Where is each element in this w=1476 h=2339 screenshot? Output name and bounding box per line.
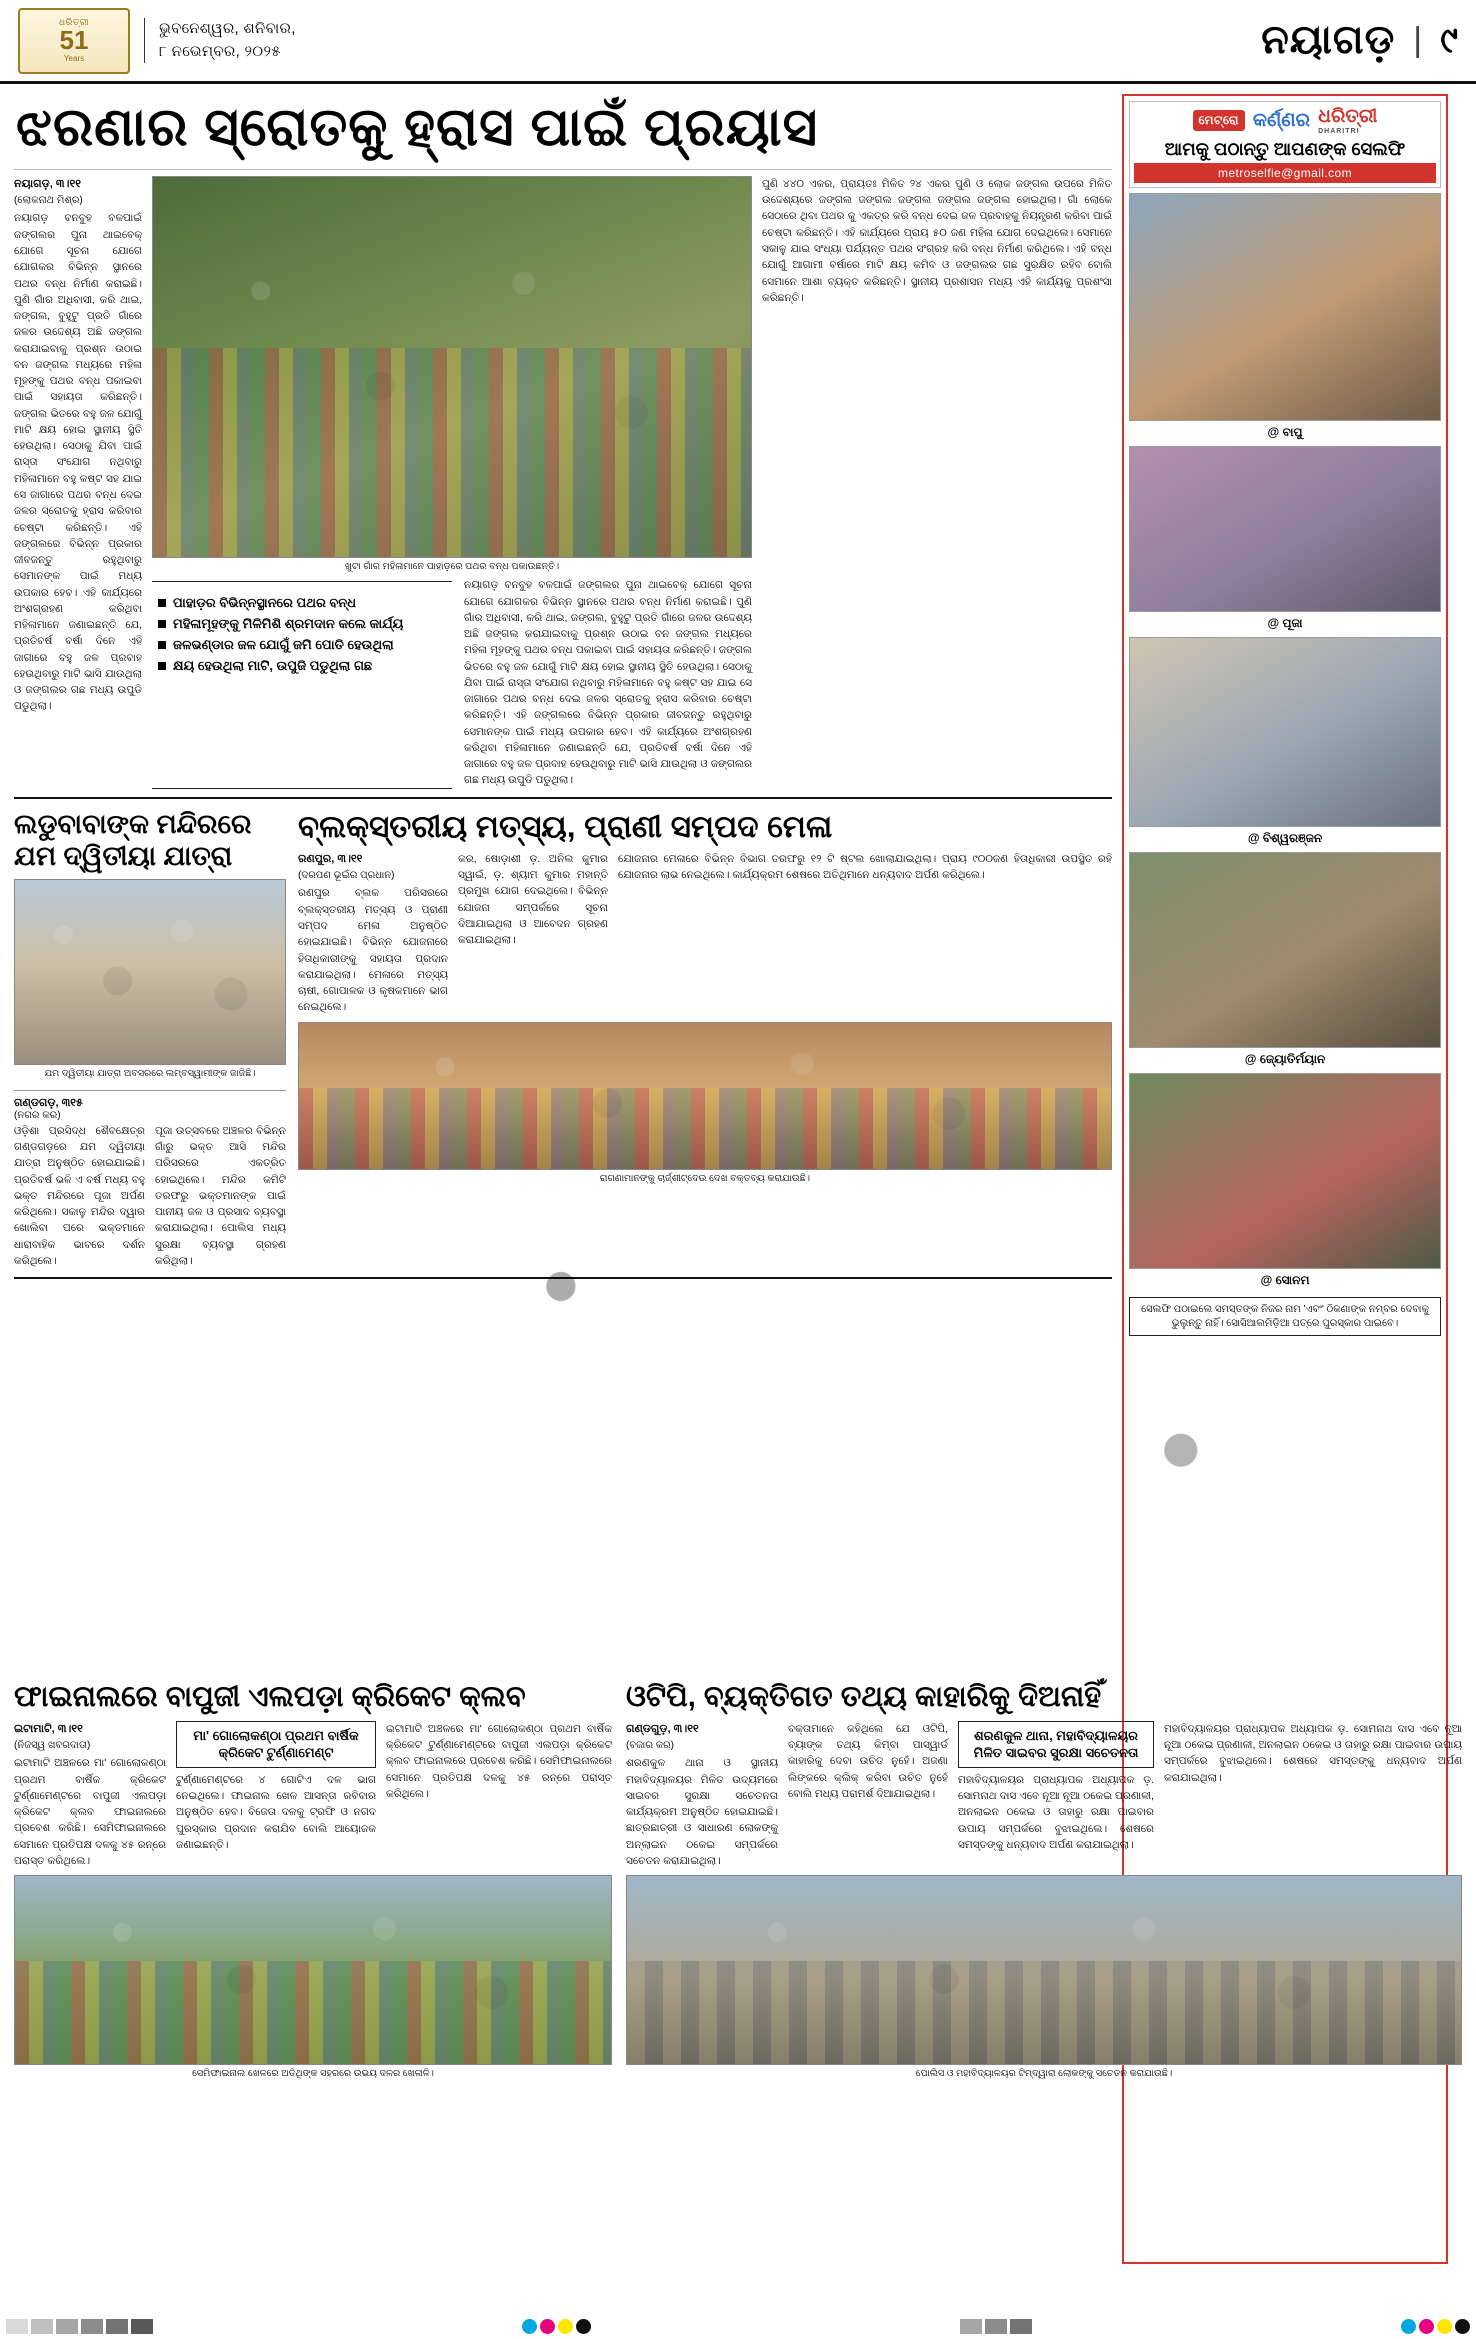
registration-dot-cyan (522, 2319, 537, 2334)
ad-corner-text: କର୍ଣ୍ଣର (1252, 109, 1311, 131)
cricket-body-1: ଇଟାମାଟି ଅଞ୍ଚଳରେ ମା' ଗୋଲୋକଣ୍ଠା ପ୍ରଥମ ବାର୍ଷିକ କ୍ରିକେଟ ଟୁର୍ଣ୍ଣାମେଣ୍ଟରେ ବାପୁଜୀ ଏଲପଡ଼ା କ୍ରିକେଟ କ୍ଲବ ଫାଇନାଲରେ ପ୍ରବେଶ କରିଛି। ସେମିଫାଇନାଲରେ ସେମାନେ ପ୍ରତିପକ୍ଷ ଦଳକୁ ୪୫ ରନ୍‌ରେ ପରାସ୍ତ କରିଥିଲେ। (14, 1757, 166, 1867)
cricket-column-1 (14, 1721, 166, 1869)
registration-dot-magenta (1419, 2319, 1434, 2334)
lead-byline-place: ନୟାଗଡ଼, ୩।୧୧ (14, 177, 81, 190)
cricket-body-2: ଟୁର୍ଣ୍ଣାମେଣ୍ଟରେ ୪ ଗୋଟିଏ ଦଳ ଭାଗ ନେଇଥିଲେ। ଫାଇନାଲ ଖେଳ ଆସନ୍ତା ରବିବାର ଅନୁଷ୍ଠିତ ହେବ। ବିଜେତା ଦଳକୁ ଟ୍ରଫି ଓ ନଗଦ ପୁରସ୍କାର ପ୍ରଦାନ କରାଯିବ ବୋଲି ଆୟୋଜକ ଜଣାଇଛନ୍ତି। (176, 1773, 376, 1851)
masthead-date-line-1: ଭୁବନେଶ୍ୱର, ଶନିବାର, (159, 20, 296, 37)
lead-column-3: ପୁଣି ୪୪୦ ଏକର, ପ୍ରାୟତଃ ମିଳିତ ୨୪ ଏକର ପୁଣି ଓ ଲୋକ ଜଙ୍ଗଲ ଉପରେ ମିଳିତ ଉଦ୍ଦେଶ୍ୟରେ ଜଙ୍ଗଲ ଜଙ୍ଗଲ ଜଙ୍ଗଲ ଜଙ୍ଗଲ ଜଙ୍ଗଲ ହୋଇଥିଲା। ଗାଁ ଲୋକେ ସେଠାରେ ଥିବା ପଥର କୁ ଏକତ୍ର କରି ବନ୍ଧ ଦେଇ ଜଳ ପ୍ରବାହକୁ ନିୟନ୍ତ୍ରଣ କରିବା ପାଇଁ ଚେଷ୍ଟା କରିଛନ୍ତି। ଏହି କାର୍ଯ୍ୟରେ ପ୍ରାୟ ୫୦ ଜଣ ମହିଳା ଯୋଗ ଦେଇଥିଲେ। ସେମାନେ ସକାଳୁ ଯାଇ ସଂଧ୍ୟା ପର୍ଯ୍ୟନ୍ତ ପଥର ସଂଗ୍ରହ କରି ବନ୍ଧ ନିର୍ମାଣ କରିଥିଲେ। ଏହି ବନ୍ଧ ଯୋଗୁଁ ଆଗାମୀ ବର୍ଷାରେ ମାଟି କ୍ଷୟ କମିବ ଓ ଜଙ୍ଗଲର ଗଛ ସୁରକ୍ଷିତ ରହିବ ବୋଲି ସେମାନେ ଆଶା ବ୍ୟକ୍ତ କରିଛନ୍ତି। ସ୍ଥାନୀୟ ପ୍ରଶାସନ ମଧ୍ୟ ଏହି କାର୍ଯ୍ୟକୁ ପ୍ରଶଂସା କରିଛନ୍ତି। (762, 177, 1112, 304)
mela-headline: ବ୍ଲକ୍‌ସ୍ତରୀୟ ମତ୍ସ୍ୟ, ପ୍ରାଣୀ ସମ୍ପଦ ମେଳା (298, 808, 833, 844)
cyber-story (626, 1676, 1462, 2085)
selfie-photo (1129, 1073, 1441, 1269)
photo-figures (15, 1961, 611, 2064)
section-title: ନୟାଗଡ଼ (1261, 18, 1396, 62)
ad-email[interactable]: metroselfie@gmail.com (1134, 163, 1436, 183)
bullet-label: ଜଳଭଣ୍ଡାର ଜଳ ଯୋଗୁଁ ଜମି ପୋତି ହେଉଥିଲା (173, 637, 394, 653)
mela-column-2: କର, ଷୋଡ଼ାଶୀ ଡ଼. ଅନିଲ କୁମାର ସ୍ୱାଇଁ, ଡ଼. ଶ୍ୟାମ କୁମାର ମହାନ୍ତି ପ୍ରମୁଖ ଯୋଗ ଦେଇଥିଲେ। ବିଭିନ୍ନ ଯୋଜନା ସମ୍ପର୍କରେ ସୂଚନା ଦିଆଯାଇଥିଲା ଓ ଆବେଦନ ଗ୍ରହଣ କରାଯାଇଥିଲା। (458, 852, 608, 947)
bullet-label: ମହିଳାମୂହଙ୍କୁ ମିଳିମିଶି ଶ୍ରମଦାନ କଲେ କାର୍ଯ୍ୟ (173, 616, 404, 632)
bullet-label: ପାହାଡ଼ର ବିଭିନ୍ନସ୍ଥାନରେ ପଥର ବନ୍ଧ (173, 595, 357, 611)
registration-swatch (106, 2319, 128, 2334)
cyber-body-1: ଶରଣକୁଳ ଥାନା ଓ ସ୍ଥାନୀୟ ମହାବିଦ୍ୟାଳୟର ମିଳିତ ଉଦ୍ୟମରେ ସାଇବର ସୁରକ୍ଷା ସଚେତନତା କାର୍ଯ୍ୟକ୍ରମ ଅନୁଷ୍ଠିତ ହୋଇଯାଇଛି। ଛାତ୍ରଛାତ୍ରୀ ଓ ସାଧାରଣ ଲୋକଙ୍କୁ ଅନ୍‌ଲାଇନ ଠକେଇ ସମ୍ପର୍କରେ ସଚେତନ କରାଯାଇଥିଲା। (626, 1757, 778, 1867)
registration-dot-magenta (540, 2319, 555, 2334)
cyber-column-1 (626, 1721, 778, 1869)
cricket-byline-author: (ନିଜସ୍ୱ ଖବରଦାତା) (14, 1739, 91, 1751)
cricket-photo-caption: ସେମିଫାଇନାଲ ଖେଳରେ ଅତିଥିଙ୍କ ସହରରେ ଉଭୟ ଦଳର ଖେଳାଳି। (192, 2068, 434, 2080)
logo-anniversary-number: 51 (59, 25, 89, 56)
cyber-column-2: ବକ୍ତାମାନେ କହିଥିଲେ ଯେ ଓଟିପି, ବ୍ୟାଙ୍କ ତଥ୍ୟ କିମ୍ବା ପାସ୍‌ୱାର୍ଡ କାହାରିକୁ ଦେବା ଉଚିତ ନୁହେଁ। ଅଜଣା ଲିଙ୍କରେ କ୍ଲିକ୍ କରିବା ଉଚିତ ନୁହେଁ ବୋଲି ମଧ୍ୟ ପରାମର୍ଶ ଦିଆଯାଇଥିଲା। (788, 1722, 948, 1800)
lead-body-1: ନୟାଗଡ଼ ବନବୁହ ବଳପାଇଁ ଜଙ୍ଗଲର ପୁନା ଥାଇବେକ୍ ଯୋଗେ ସୂଚନା ଯୋଗେ ଯୋଗକର ବିଭିନ୍ନ ସ୍ଥାନରେ ପଥର ବନ୍ଧ ନିର୍ମାଣ କରାଇଛି। ପୁଣି ଗାଁର ଅଧିବାସୀ, କରି ଥାଇ, ଜଙ୍ଗଲ, ବୁହୁଟୁ ପ୍ରତି ଗାଁରେ ଜଳର ଉଦ୍ଦେଶ୍ୟ ଅଛି ଜଙ୍ଗଲ କରାଯାଇବାକୁ ପ୍ରଶ୍ନ ଉଠାଇ ବନ ଜଙ୍ଗଲ ମଧ୍ୟରେ ମହିଳା ମୂହଙ୍କୁ ପଥର ବନ୍ଧ ପକାଇବା ପାଇଁ ସହାୟତା କରିଛନ୍ତି। ଜଙ୍ଗଲ ଭିତରେ ବହୁ ଜଳ ଯୋଗୁଁ ମାଟି କ୍ଷୟ ହୋଇ ସ୍ଥାନୀୟ ସ୍ଥିତି ହେଉଥିଲା। ସେଠାକୁ ଯିବା ପାଇଁ ରାସ୍ତା ସଂଯୋଗ ନଥିବାରୁ ମହିଳାମାନେ ବହୁ କଷ୍ଟ ସହ ଯାଇ ସେ ଜାଗାରେ ପଥର ବନ୍ଧ ଦେଇ ଜଳର ସ୍ରୋତକୁ ହ୍ରାସ କରିବାର ଚେଷ୍ଟା କରିଛନ୍ତି। ଏହି ଜଙ୍ଗଲରେ ବିଭିନ୍ନ ପ୍ରକାର ଜୀବଜନ୍ତୁ ରହୁଥିବାରୁ ସେମାନଙ୍କ ପାଇଁ ମଧ୍ୟ ଉପକାର ହେବ। ଏହି କାର୍ଯ୍ୟରେ ଅଂଶଗ୍ରହଣ କରିଥିବା ମହିଳାମାନେ ଜଣାଇଛନ୍ତି ଯେ, ପ୍ରତିବର୍ଷ ବର୍ଷା ଦିନେ ଏହି ଜାଗାରେ ବହୁ ଜଳ ପ୍ରବାହ ହେଉଥିବାରୁ ମାଟି ଭାସି ଯାଉଥିଲା ଓ ଜଙ୍ଗଲର ଗଛ ମଧ୍ୟ ଉପୁଡି ପଡୁଥିଲା। (14, 212, 142, 713)
registration-dot-black (1455, 2319, 1470, 2334)
masthead-date-line-2: ୮ ନଭେମ୍ବର, ୨୦୨୫ (159, 42, 281, 60)
ad-brand-sublabel: DHARITRI (1318, 128, 1360, 135)
registration-swatch (81, 2319, 103, 2334)
registration-dot-yellow (1437, 2319, 1452, 2334)
cyber-byline-author: (ବଜାର କର) (626, 1739, 674, 1751)
temple-body-2: ପୂଜା ଉତ୍ସବରେ ଅଞ୍ଚଳର ବିଭିନ୍ନ ଗାଁରୁ ଭକ୍ତ ଆସି ମନ୍ଦିର ପରିସରରେ ଏକତ୍ରିତ ହୋଇଥିଲେ। ମନ୍ଦିର କମିଟି ତରଫରୁ ଭକ୍ତମାନଙ୍କ ପାଇଁ ପାନୀୟ ଜଳ ଓ ପ୍ରସାଦ ବ୍ୟବସ୍ଥା କରାଯାଇଥିଲା। ପୋଲିସ ମଧ୍ୟ ସୁରକ୍ଷା ବ୍ୟବସ୍ଥା ଗ୍ରହଣ କରିଥିଲା। (155, 1124, 286, 1267)
registration-swatch (1010, 2319, 1032, 2334)
color-registration-bar (0, 2313, 1476, 2339)
bullet-label: କ୍ଷୟ ହେଉଥିଲା ମାଟି, ଉପୁଜି ପଡୁଥିଲା ଗଛ (173, 658, 373, 674)
mela-byline-place: ରଣପୁର, ୩।୧୧ (298, 852, 363, 865)
metro-badge: ମେଟ୍ରୋ (1193, 110, 1245, 131)
mela-byline-author: (ଦରପଣ ଭୂଇଁର ପ୍ରଧାନ) (298, 869, 395, 881)
selfie-caption: @ ପୂଜା (1267, 616, 1303, 630)
temple-byline-author: (ନଗର କର) (14, 1109, 61, 1121)
lead-byline-author: (ଲୋକନାଥ ମିଶ୍ର) (14, 194, 83, 206)
cyber-column-4: ମହାବିଦ୍ୟାଳୟର ପ୍ରାଧ୍ୟାପକ ଅଧ୍ୟାପକ ଡ଼. ସୋମନାଥ ଦାସ ଏବେ ନୂଆ ନୂଆ ଠକେଇ ପ୍ରଣାଳୀ, ଅନଲାଇନ ଠକେଇ ଓ ତାହାରୁ ରକ୍ଷା ପାଇବାର ଉପାୟ ସମ୍ପର୍କରେ ବୁଝାଇଥିଲେ। ଶେଷରେ ସମସ୍ତଙ୍କୁ ଧନ୍ୟବାଦ ଅର୍ପଣ କରାଯାଇଥିଲା। (1164, 1722, 1462, 1784)
cricket-column-2 (176, 1721, 376, 1869)
temple-headline: ଲଡୁବାବାଙ୍କ ମନ୍ଦିରରେ ଯମ ଦ୍ୱିତୀୟା ଯାତ୍ରା (14, 808, 252, 872)
selfie-caption: @ ସୋନମ (1260, 1273, 1310, 1287)
masthead-separator: | (1413, 21, 1423, 59)
temple-photo-caption: ଯମ ଦ୍ୱିତୀୟା ଯାତ୍ରା ଅବସରରେ ଲମ୍ବସ୍ୱାମୀଙ୍କ ଜାଜିଛି। (44, 1067, 256, 1079)
lead-headline: ଝରଣାର ସ୍ରୋତକୁ ହ୍ରାସ ପାଇଁ ପ୍ରୟାସ (14, 94, 1112, 170)
mela-body-1: ରଣପୁର ବ୍ଲକ ପରିସରରେ ବ୍ଲକ୍‌ସ୍ତରୀୟ ମତ୍ସ୍ୟ ଓ ପ୍ରାଣୀ ସମ୍ପଦ ମେଳା ଅନୁଷ୍ଠିତ ହୋଇଯାଇଛି। ବିଭିନ୍ନ ଯୋଜନାରେ ହିତାଧିକାରୀଙ୍କୁ ସହାୟତା ପ୍ରଦାନ କରାଯାଇଥିଲା। ମେଳାରେ ମତ୍ସ୍ୟ ଚାଷୀ, ଗୋପାଳକ ଓ କୃଷକମାନେ ଭାଗ ନେଇଥିଲେ। (298, 887, 448, 1014)
selfie-caption: @ ବାପୁ (1267, 425, 1303, 439)
selfie-caption: @ ଜ୍ୟୋତିର୍ମୟାନ (1244, 1052, 1326, 1066)
cyber-byline (626, 1721, 778, 1754)
cricket-headline: ଫାଇନାଲରେ ବାପୁଜୀ ଏଲପଡ଼ା କ୍ରିକେଟ କ୍ଲବ (14, 1681, 526, 1713)
registration-dot-yellow (558, 2319, 573, 2334)
cyber-column-3 (958, 1721, 1154, 1869)
lead-photo-caption: ଖୁଟା ଗାଁର ମହିଳାମାନେ ପାହାଡ଼ରେ ପଥର ବନ୍ଧ ପକାଉଛନ୍ତି। (344, 560, 560, 572)
photo-figures (627, 1961, 1461, 2064)
ad-brand-label: ଧରିତ୍ରୀ (1318, 106, 1378, 127)
cyber-subhead-box: ଶରଣକୁଳ ଥାନା, ମହାବିଦ୍ୟାଳୟର ମିଳିତ ସାଇବର ସୁରକ୍ଷା ସଚେତନତା (958, 1721, 1154, 1768)
cricket-subhead-box: ମା' ଗୋଲୋକଣ୍ଠା ପ୍ରଥମ ବାର୍ଷିକ କ୍ରିକେଟ ଟୁର୍ଣ୍ଣାମେଣ୍ଟ (176, 1721, 376, 1768)
cricket-story (14, 1676, 612, 2085)
mela-column-3: ଯୋଜନାର ମେଳାରେ ବିଭିନ୍ନ ବିଭାଗ ତରଫରୁ ୧୨ ଟି ଷ୍ଟଲ ଖୋଲାଯାଇଥିଲା। ପ୍ରାୟ ୯୦୦ଜଣ ହିତାଧିକାରୀ ଉପସ୍ଥିତ ରହି ଯୋଜନାର ଲାଭ ନେଇଥିଲେ। କାର୍ଯ୍ୟକ୍ରମ ଶେଷରେ ଅତିଥିମାନେ ଧନ୍ୟବାଦ ଅର୍ପଣ କରିଥିଲେ। (618, 852, 1112, 882)
cyber-body-3: ମହାବିଦ୍ୟାଳୟର ପ୍ରାଧ୍ୟାପକ ଅଧ୍ୟାପକ ଡ଼. ସୋମନାଥ ଦାସ ଏବେ ନୂଆ ନୂଆ ଠକେଇ ପ୍ରଣାଳୀ, ଅନଲାଇନ ଠକେଇ ଓ ତାହାରୁ ରକ୍ଷା ପାଇବାର ଉପାୟ ସମ୍ପର୍କରେ ବୁଝାଇଥିଲେ। ଶେଷରେ ସମସ୍ତଙ୍କୁ ଧନ୍ୟବାଦ ଅର୍ପଣ କରାଯାଇଥିଲା। (958, 1773, 1154, 1851)
registration-dot-black (576, 2319, 591, 2334)
temple-body-1: ଓଡ଼ିଶା ପ୍ରସିଦ୍ଧ ଶୈବକ୍ଷେତ୍ର ଗଣ୍ଡଗଡ଼ରେ ଯମ ଦ୍ୱିତୀୟା ଯାତ୍ରା ଅନୁଷ୍ଠିତ ହୋଇଯାଇଛି। ପ୍ରତିବର୍ଷ ଭଳି ଏ ବର୍ଷ ମଧ୍ୟ ବହୁ ଭକ୍ତ ମନ୍ଦିରରେ ପୂଜା ଅର୍ପଣ କରିଥିଲେ। ସକାଳୁ ମନ୍ଦିର ଦ୍ୱାର ଖୋଲିବା ପରେ ଭକ୍ତମାନେ ଧାରାବାହିକ ଭାବରେ ଦର୍ଶନ କରିଥିଲେ। (14, 1124, 145, 1267)
page-number: ୯ (1440, 19, 1458, 60)
cyber-photo (626, 1875, 1462, 2065)
cricket-byline (14, 1721, 166, 1754)
mela-photo-caption: ରାଗଣାମାନଙ୍କୁ ଚାର୍ଜ୍‌ଶୀଟ୍‌ଦେଉ ଦେଖ ବକ୍ତବ୍ୟ କରାଯାଉଛି। (599, 1172, 811, 1184)
selfie-caption: @ ବିଶ୍ୱରଞ୍ଜନ (1247, 831, 1323, 845)
bottom-band (14, 1676, 1462, 2085)
cricket-byline-place: ଇଟାମାଟି, ୩।୧୧ (14, 1722, 83, 1735)
registration-swatch (31, 2319, 53, 2334)
cricket-photo (14, 1875, 612, 2065)
cricket-column-3: ଇଟାମାଟି ଅଞ୍ଚଳରେ ମା' ଗୋଲୋକଣ୍ଠା ପ୍ରଥମ ବାର୍ଷିକ କ୍ରିକେଟ ଟୁର୍ଣ୍ଣାମେଣ୍ଟରେ ବାପୁଜୀ ଏଲପଡ଼ା କ୍ରିକେଟ କ୍ଲବ ଫାଇନାଲରେ ପ୍ରବେଶ କରିଛି। ସେମିଫାଇନାଲରେ ସେମାନେ ପ୍ରତିପକ୍ଷ ଦଳକୁ ୪୫ ରନ୍‌ରେ ପରାସ୍ତ କରିଥିଲେ। (386, 1722, 612, 1800)
logo-top-text: ଧରିତ୍ରୀ (58, 16, 90, 27)
ad-tagline: ଆମକୁ ପଠାନ୍ତୁ ଆପଣଙ୍କ ସେଲଫି (1164, 139, 1406, 159)
cyber-byline-place: ଗଣ୍ଡଗୁଡ଼, ୩।୧୧ (626, 1722, 699, 1735)
temple-byline-place: ଗଣ୍ଡଗଡ଼, ୩୧୫ (14, 1096, 83, 1109)
registration-swatch (960, 2319, 982, 2334)
lead-body-2: ନୟାଗଡ଼ ବନବୁହ ବଳପାଇଁ ଜଙ୍ଗଲର ପୁନା ଥାଇବେକ୍ ଯୋଗେ ସୂଚନା ଯୋଗେ ଯୋଗକର ବିଭିନ୍ନ ସ୍ଥାନରେ ପଥର ବନ୍ଧ ନିର୍ମାଣ କରାଇଛି। ପୁଣି ଗାଁର ଅଧିବାସୀ, କରି ଥାଇ, ଜଙ୍ଗଲ, ବୁହୁଟୁ ପ୍ରତି ଗାଁରେ ଜଳର ଉଦ୍ଦେଶ୍ୟ ଅଛି ଜଙ୍ଗଲ କରାଯାଇବାକୁ ପ୍ରଶ୍ନ ଉଠାଇ ବନ ଜଙ୍ଗଲ ମଧ୍ୟରେ ମହିଳା ମୂହଙ୍କୁ ପଥର ବନ୍ଧ ପକାଇବା ପାଇଁ ସହାୟତା କରିଛନ୍ତି। ଜଙ୍ଗଲ ଭିତରେ ବହୁ ଜଳ ଯୋଗୁଁ ମାଟି କ୍ଷୟ ହୋଇ ସ୍ଥାନୀୟ ସ୍ଥିତି ହେଉଥିଲା। ସେଠାକୁ ଯିବା ପାଇଁ ରାସ୍ତା ସଂଯୋଗ ନଥିବାରୁ ମହିଳାମାନେ ବହୁ କଷ୍ଟ ସହ ଯାଇ ସେ ଜାଗାରେ ପଥର ବନ୍ଧ ଦେଇ ଜଳର ସ୍ରୋତକୁ ହ୍ରାସ କରିବାର ଚେଷ୍ଟା କରିଛନ୍ତି। ଏହି ଜଙ୍ଗଲରେ ବିଭିନ୍ନ ପ୍ରକାର ଜୀବଜନ୍ତୁ ରହୁଥିବାରୁ ସେମାନଙ୍କ ପାଇଁ ମଧ୍ୟ ଉପକାର ହେବ। ଏହି କାର୍ଯ୍ୟରେ ଅଂଶଗ୍ରହଣ କରିଥିବା ମହିଳାମାନେ ଜଣାଇଛନ୍ତି ଯେ, ପ୍ରତିବର୍ଷ ବର୍ଷା ଦିନେ ଏହି ଜାଗାରେ ବହୁ ଜଳ ପ୍ରବାହ ହେଉଥିବାରୁ ମାଟି ଭାସି ଯାଉଥିଲା ଓ ଜଙ୍ଗଲର ଗଛ ମଧ୍ୟ ଉପୁଡି ପଡୁଥିଲା। (464, 579, 752, 787)
cyber-photo-caption: ପୋଲିସ ଓ ମହାବିଦ୍ୟାଳୟର ଟିମ୍‌ଦ୍ୱାରା ଲୋକଙ୍କୁ ସଚେତନ କରାଯାଉଛି। (915, 2068, 1173, 2080)
selfie-submission-note: ସେଲଫି ପଠାଇଲେ ସମସ୍ତଙ୍କ ନିଜର ନାମ 'ଏବଂ' ଠିକଣାଙ୍କ ନମ୍ବର ଦେବାକୁ ଭୁଲୁନ୍ତୁ ନାହିଁ। ସୋସିଆଲମିଡ଼ିଆ ପତ୍ରେ ପୁରସ୍କାର ପାଇବେ। (1129, 1297, 1441, 1336)
logo-years-text: Years (63, 53, 85, 63)
cyber-headline: ଓଟିପି, ବ୍ୟକ୍ତିଗତ ତଥ୍ୟ କାହାରିକୁ ଦିଅନାହିଁ (626, 1681, 1102, 1713)
registration-swatch (131, 2319, 153, 2334)
registration-dot-cyan (1401, 2319, 1416, 2334)
registration-swatch (6, 2319, 28, 2334)
registration-swatch (56, 2319, 78, 2334)
registration-swatch (985, 2319, 1007, 2334)
